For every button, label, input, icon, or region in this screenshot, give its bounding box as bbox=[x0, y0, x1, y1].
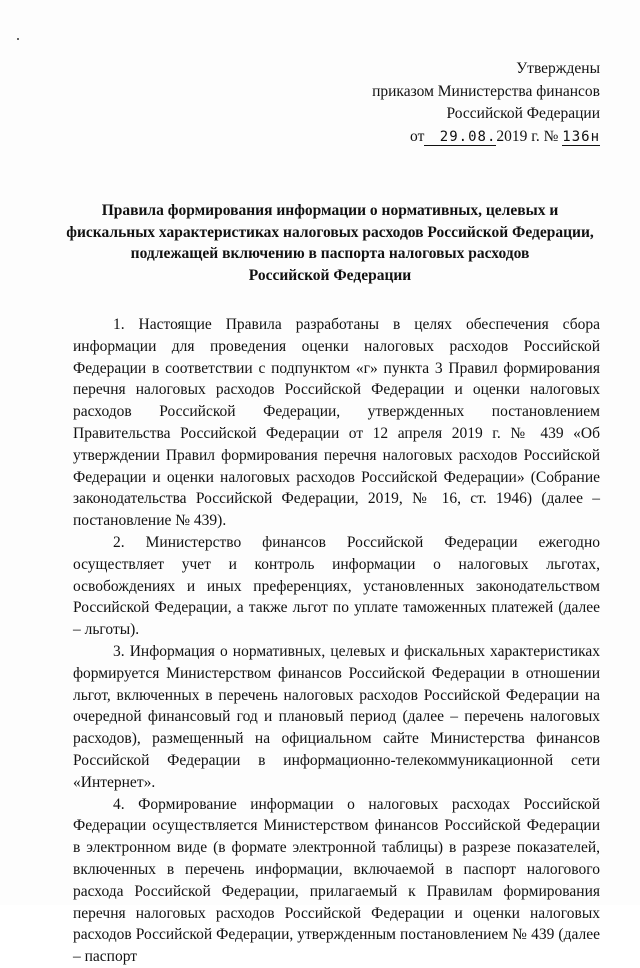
approval-date-line bbox=[372, 126, 600, 149]
document-title bbox=[60, 200, 600, 286]
scan-speck bbox=[17, 38, 19, 40]
handwritten-date: 29.08. bbox=[424, 129, 496, 146]
paragraph-1: 1. Настоящие Правила разработаны в целях обеспечения сбора информации для проведения оценки налоговых расходов Российской Федерации в соответствии с подпунктом «г» пункта 3 Правил формирования перечня налоговых расходов Российской Федерации и оценки налоговых расходов Российской Федерации, утвержденных постановлением Правительства Российской Федерации от 12 апреля 2019 г. № 439 «Об утверждении Правил формирования перечня налоговых расходов Российской Федерации и оценки налоговых расходов Российской Федерации» (Собрание законодательства Российской Федерации, 2019, № 16, ст. 1946) (далее – постановление № 439). bbox=[73, 316, 600, 530]
date-prefix: от bbox=[410, 127, 425, 145]
title-line-4: Российской Федерации bbox=[248, 266, 412, 284]
approval-line-3: Российской Федерации bbox=[446, 105, 600, 122]
year-text: 2019 г. № bbox=[496, 127, 559, 145]
approval-line-2: приказом Министерства финансов bbox=[372, 82, 600, 100]
approval-block bbox=[372, 58, 600, 148]
paragraph-3: 3. Информация о нормативных, целевых и фискальных характеристиках формируется Министерством финансов Российской Федерации в отношении льгот, включенных в перечень налоговых расходов Российской Федерации на очередной финансовый год и плановый период (далее – перечень налоговых расходов), размещенный на официальном сайте Министерства финансов Российской Федерации в информационно-телекоммуникационной сети «Интернет». bbox=[73, 642, 600, 791]
paragraph-2: 2. Министерство финансов Российской Федерации ежегодно осуществляет учет и контроль информации о налоговых льготах, освобождениях и иных преференциях, установленных законодательством Российской Федерации, а также льгот по уплате таможенных платежей (далее – льготы). bbox=[73, 533, 600, 639]
title-line-3: подлежащей включению в паспорта налоговых расходов bbox=[130, 245, 530, 262]
approval-line-1: Утверждены bbox=[516, 60, 600, 77]
document-body bbox=[73, 314, 600, 968]
handwritten-order-number: 136н bbox=[562, 128, 600, 145]
title-line-2: фискальных характеристиках налоговых расходов Российской Федерации, bbox=[66, 223, 594, 241]
title-line-1: Правила формирования информации о нормативных, целевых и bbox=[101, 202, 559, 219]
paragraph-4: 4. Формирование информации о налоговых расходах Российской Федерации осуществляется Министерством финансов Российской Федерации в электронном виде (в формате электронной таблицы) в разрезе показателей, включенных в перечень информации, включаемой в паспорт налогового расхода Российской Федерации, прилагаемый к Правилам формирования перечня налоговых расходов Российской Федерации и оценки налоговых расходов Российской Федерации, утвержденным постановлением № 439 (далее – паспорт bbox=[73, 795, 600, 966]
